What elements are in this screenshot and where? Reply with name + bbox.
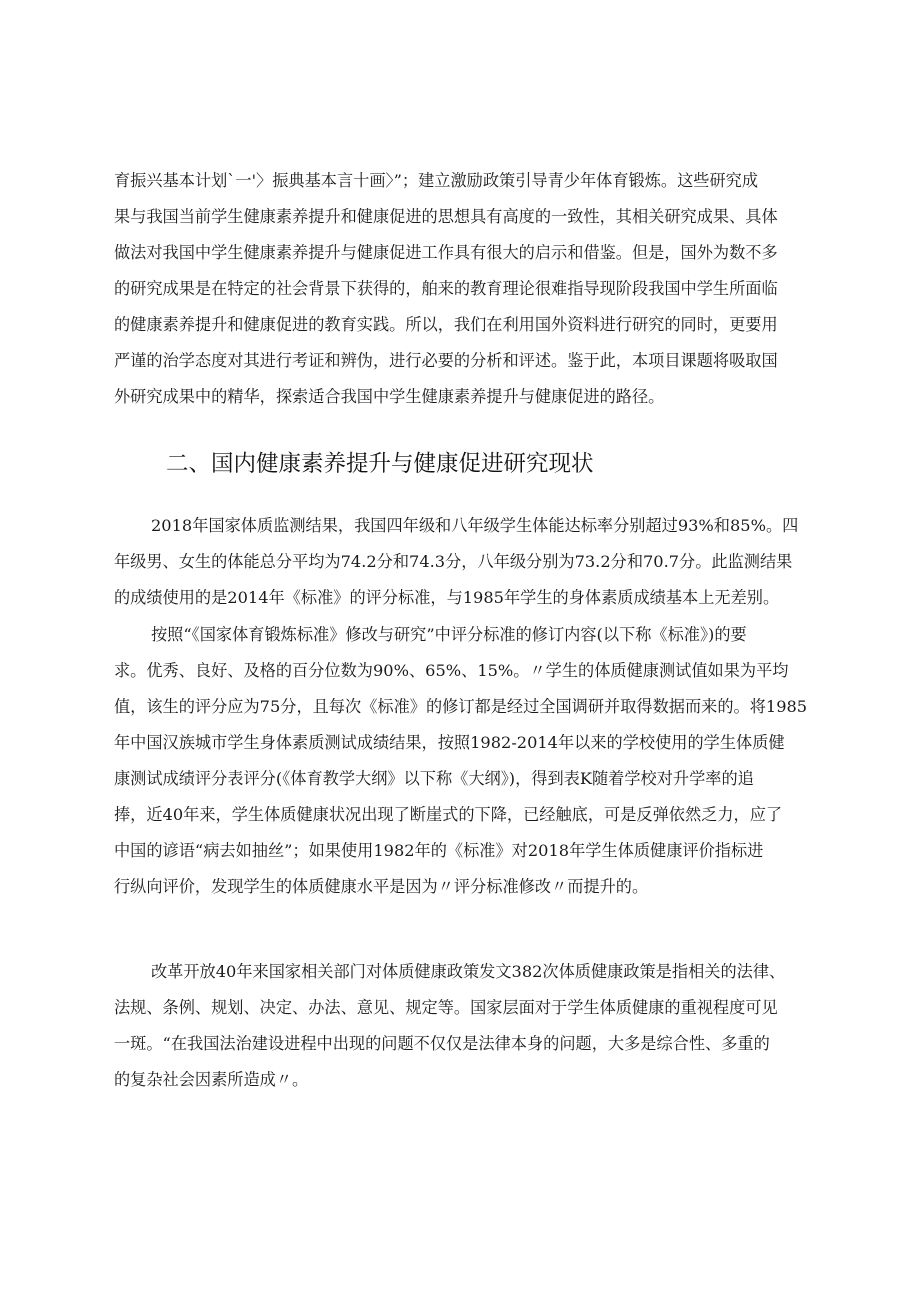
text-line: 求。优秀、良好、及格的百分位数为90%、65%、15%。〃学生的体质健康测试值如果为平均 <box>114 661 789 680</box>
text-line: 果与我国当前学生健康素养提升和健康促进的思想具有高度的一致性，其相关研究成果、具体 <box>114 207 778 226</box>
text-line: 改革开放40年来国家相关部门对体质健康政策发文382次体质健康政策是指相关的法律、 <box>151 962 786 981</box>
text-line: 康测试成绩评分表评分(《体育教学大纲》以下称《大纲》)，得到表K随着学校对升学率的追 <box>114 769 754 788</box>
text-line: 2018年国家体质监测结果，我国四年级和八年级学生体能达标率分别超过93%和85%。四 <box>151 516 799 535</box>
section-heading: 二、国内健康素养提升与健康促进研究现状 <box>166 451 594 477</box>
intro-paragraph <box>114 163 814 415</box>
paragraph-1 <box>114 508 814 616</box>
text-line: 外研究成果中的精华，探索适合我国中学生健康素养提升与健康促进的路径。 <box>114 387 665 406</box>
text-line: 年中国汉族城市学生身体素质测试成绩结果，按照1982-2014年以来的学校使用的学生体质健 <box>114 733 785 752</box>
text-line: 行纵向评价，发现学生的体质健康水平是因为〃评分标准修改〃而提升的。 <box>114 877 649 896</box>
text-line: 法规、条例、规划、决定、办法、意见、规定等。国家层面对于学生体质健康的重视程度可见 <box>114 998 778 1017</box>
text-line: 的健康素养提升和健康促进的教育实践。所以，我们在利用国外资料进行研究的同时，更要用 <box>114 315 778 334</box>
paragraph-3 <box>114 954 814 1098</box>
text-line: 做法对我国中学生健康素养提升与健康促进工作具有很大的启示和借鉴。但是，国外为数不多 <box>114 243 778 262</box>
text-line: 捧，近40年来，学生体质健康状况出现了断崖式的下降，已经触底，可是反弹依然乏力，应了 <box>114 805 783 824</box>
text-line: 中国的谚语“病去如抽丝”；如果使用1982年的《标准》对2018年学生体质健康评价指标进 <box>114 841 764 860</box>
text-line: 年级男、女生的体能总分平均为74.2分和74.3分，八年级分别为73.2分和70.7分。此监测结果 <box>114 552 793 571</box>
paragraph-2 <box>114 617 814 905</box>
text-line: 严谨的治学态度对其进行考证和辨伪，进行必要的分析和评述。鉴于此，本项目课题将吸取国 <box>114 351 778 370</box>
text-line: 按照“《国家体育锻炼标准》修改与研究”中评分标准的修订内容(以下称《标准》)的要 <box>151 625 747 644</box>
text-line: 的复杂社会因素所造成〃。 <box>114 1070 309 1089</box>
text-line: 一斑。“在我国法治建设进程中出现的问题不仅仅是法律本身的问题，大多是综合性、多重的 <box>114 1034 770 1053</box>
text-line: 的研究成果是在特定的社会背景下获得的，舶来的教育理论很难指导现阶段我国中学生所面临 <box>114 279 778 298</box>
text-line: 值，该生的评分应为75分，且每次《标准》的修订都是经过全国调研并取得数据而来的。将1985 <box>114 697 808 716</box>
text-line: 育振兴基本计划`一'〉振典基本言十画〉”；建立激励政策引导青少年体育锻炼。这些研究成 <box>114 171 759 190</box>
text-line: 的成绩使用的是2014年《标准》的评分标准，与1985年学生的身体素质成绩基本上无差别。 <box>114 588 780 607</box>
